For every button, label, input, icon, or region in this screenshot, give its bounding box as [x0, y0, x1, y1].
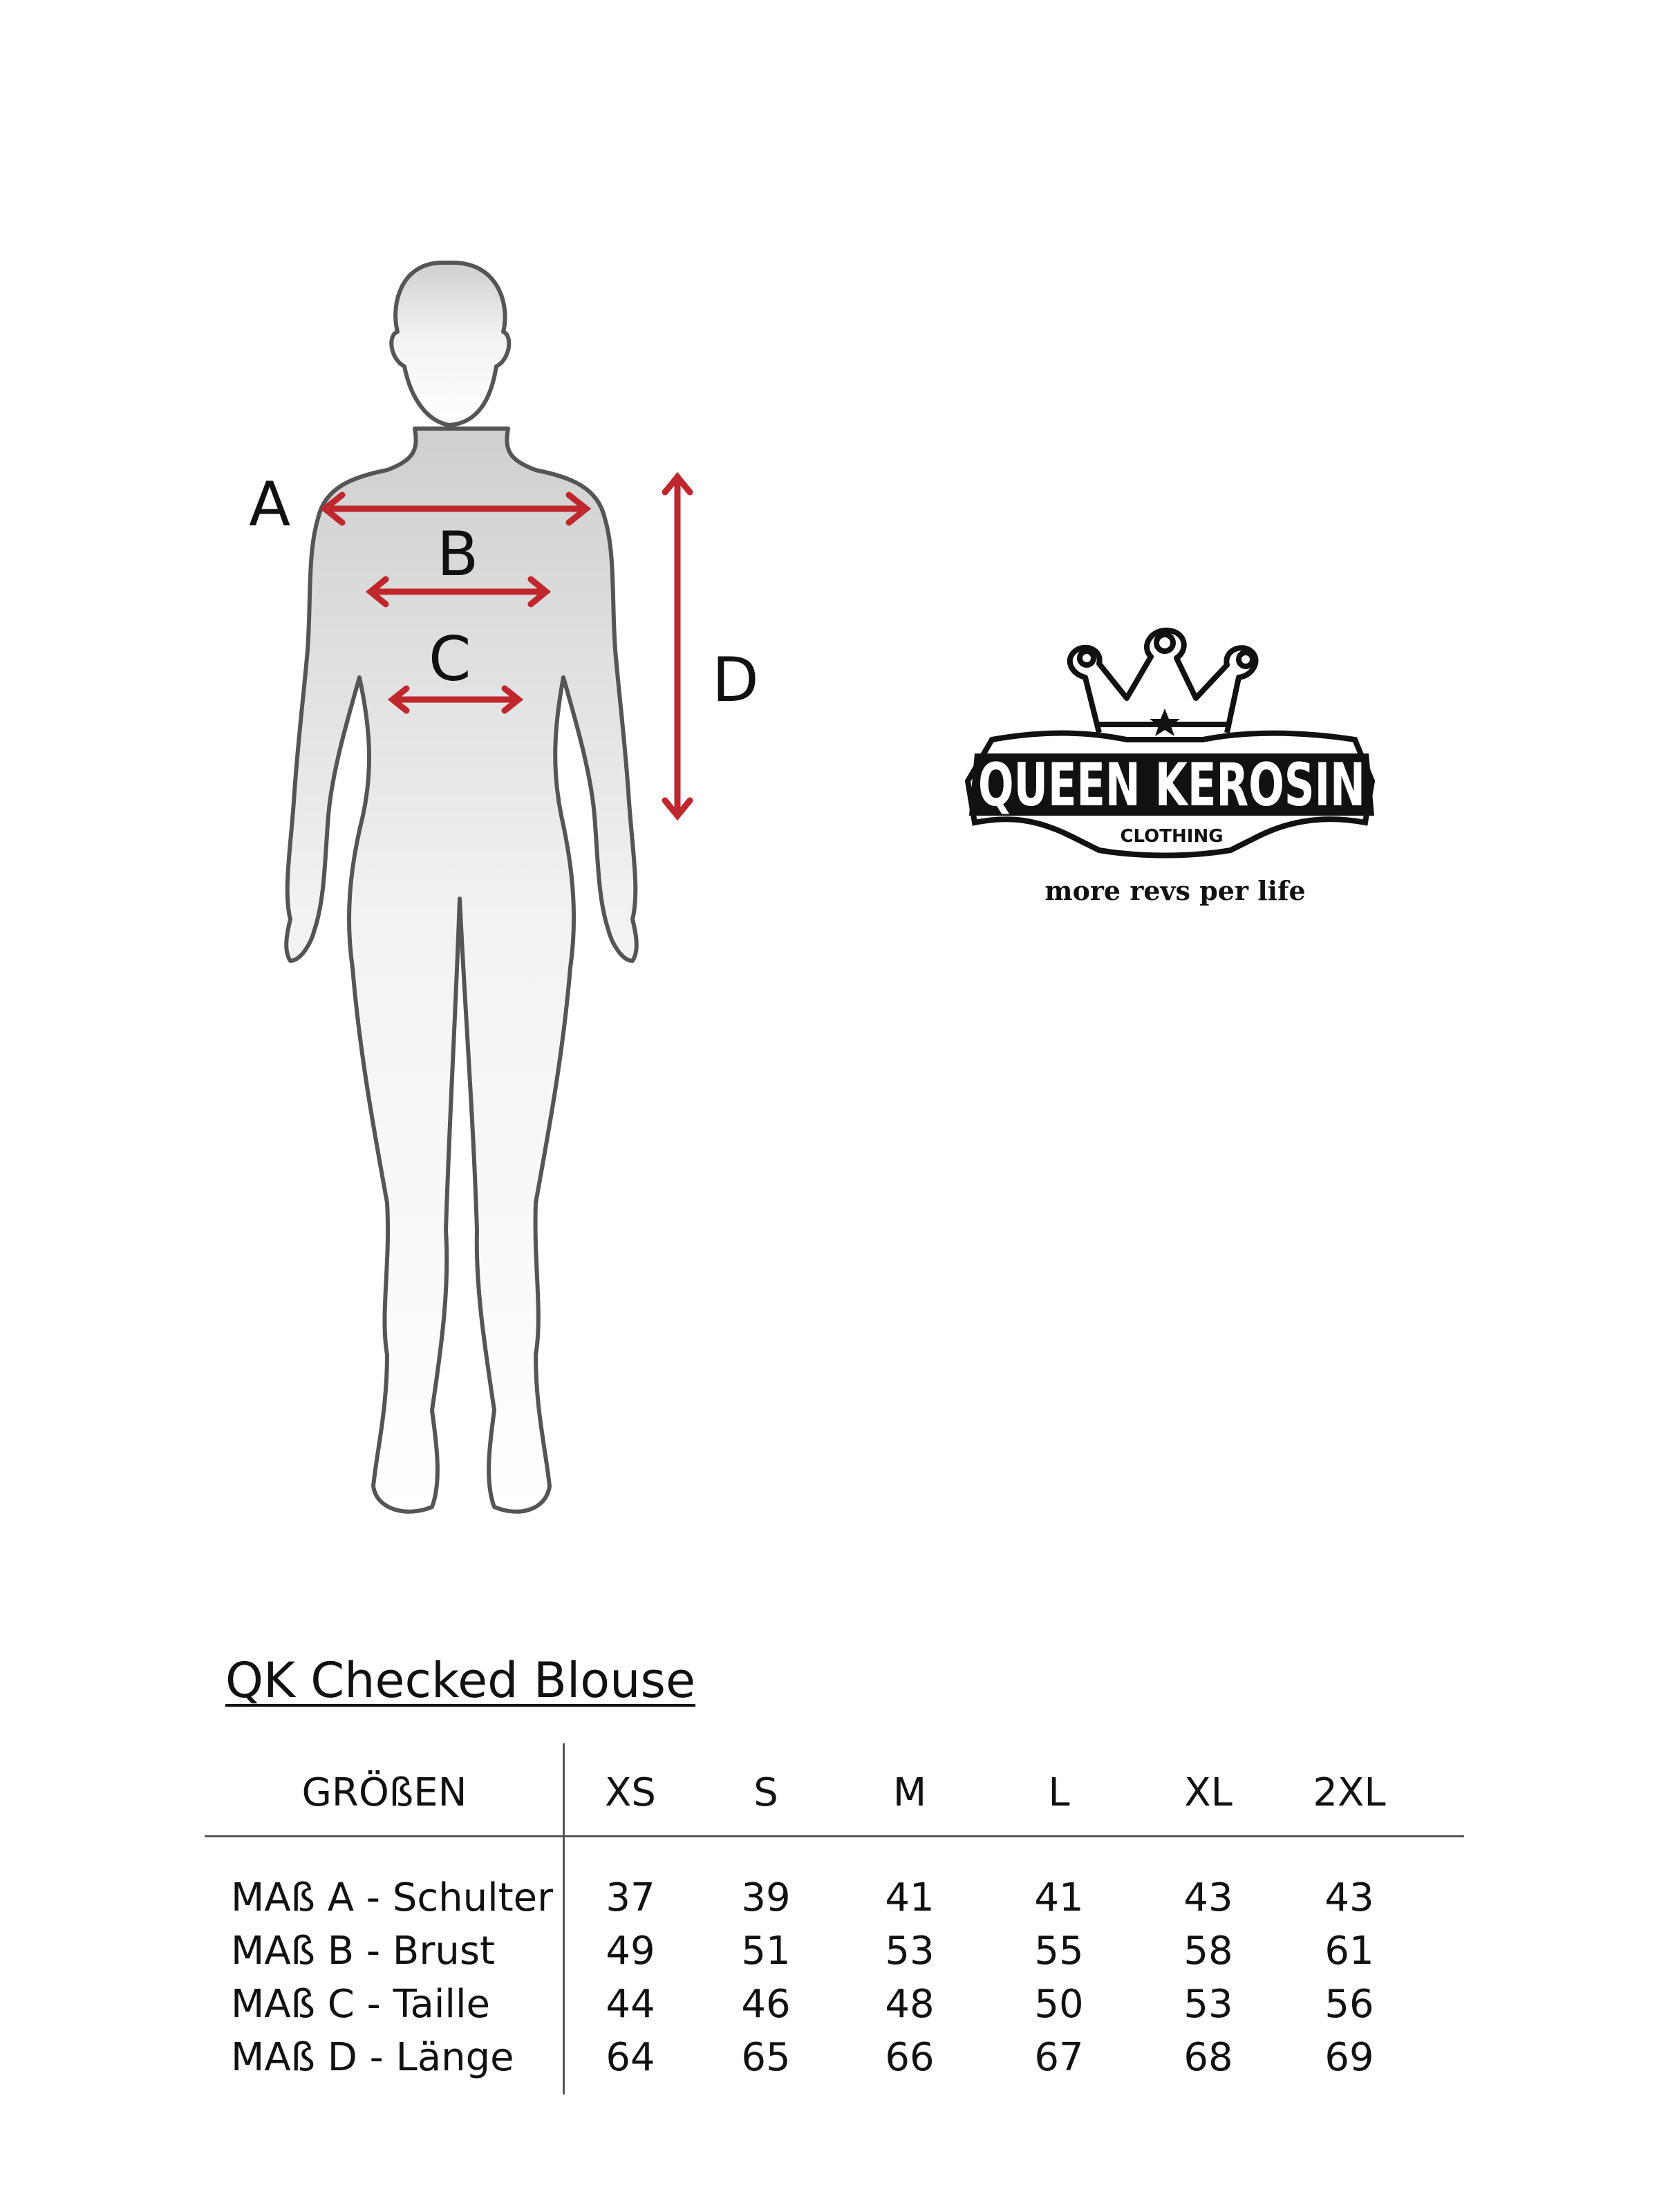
size-col-header: S: [753, 1770, 778, 1815]
product-title: QK Checked Blouse: [225, 1652, 696, 1709]
table-cell: 41: [885, 1875, 935, 1920]
table-row-label: MAß D - Länge: [231, 2035, 514, 2080]
table-row-label: MAß C - Taille: [231, 1982, 490, 2027]
table-cell: 67: [1034, 2035, 1084, 2080]
female-silhouette: [286, 263, 637, 1512]
table-cell: 43: [1324, 1875, 1374, 1920]
measure-label-b: B: [437, 518, 479, 590]
table-cell: 58: [1183, 1929, 1233, 1974]
brand-sub: CLOTHING: [1120, 826, 1224, 847]
size-col-header: XL: [1184, 1770, 1232, 1815]
table-cell: 61: [1324, 1929, 1374, 1974]
table-cell: 55: [1034, 1929, 1084, 1974]
measure-label-d: D: [712, 644, 759, 715]
table-row-label: MAß B - Brust: [231, 1929, 495, 1974]
table-cell: 41: [1034, 1875, 1084, 1920]
table-cell: 53: [885, 1929, 935, 1974]
size-col-header: L: [1048, 1770, 1070, 1815]
table-cell: 53: [1183, 1982, 1233, 2027]
size-col-header: 2XL: [1313, 1770, 1386, 1815]
table-cell: 51: [741, 1929, 791, 1974]
table-cell: 43: [1183, 1875, 1233, 1920]
logo-banner: [968, 733, 1374, 856]
measure-label-a: A: [249, 469, 291, 540]
table-cell: 56: [1324, 1982, 1374, 2027]
table-cell: 66: [885, 2035, 935, 2080]
star-icon: [1150, 709, 1180, 736]
table-cell: 37: [606, 1875, 655, 1920]
size-col-header: M: [892, 1770, 927, 1815]
table-cell: 69: [1324, 2035, 1374, 2080]
measure-label-c: C: [429, 624, 471, 695]
table-divider-horizontal: [205, 1835, 1464, 1837]
table-cell: 48: [885, 1982, 935, 2027]
table-cell: 46: [741, 1982, 791, 2027]
body-figure-diagram: [0, 0, 760, 1590]
table-divider-vertical: [563, 1743, 565, 2094]
table-cell: 64: [606, 2035, 655, 2080]
table-cell: 65: [741, 2035, 791, 2080]
table-cell: 44: [606, 1982, 655, 2027]
size-col-header: XS: [605, 1770, 656, 1815]
table-cell: 39: [741, 1875, 791, 1920]
table-cell: 50: [1034, 1982, 1084, 2027]
table-cell: 68: [1183, 2035, 1233, 2080]
brand-name: QUEEN KEROSIN: [978, 751, 1365, 820]
measure-arrow-d: [665, 477, 690, 816]
table-row-label: MAß A - Schulter: [231, 1875, 554, 1920]
brand-tagline: more revs per life: [1044, 875, 1306, 906]
size-header-label: GRÖßEN: [301, 1770, 467, 1815]
table-cell: 49: [606, 1929, 655, 1974]
